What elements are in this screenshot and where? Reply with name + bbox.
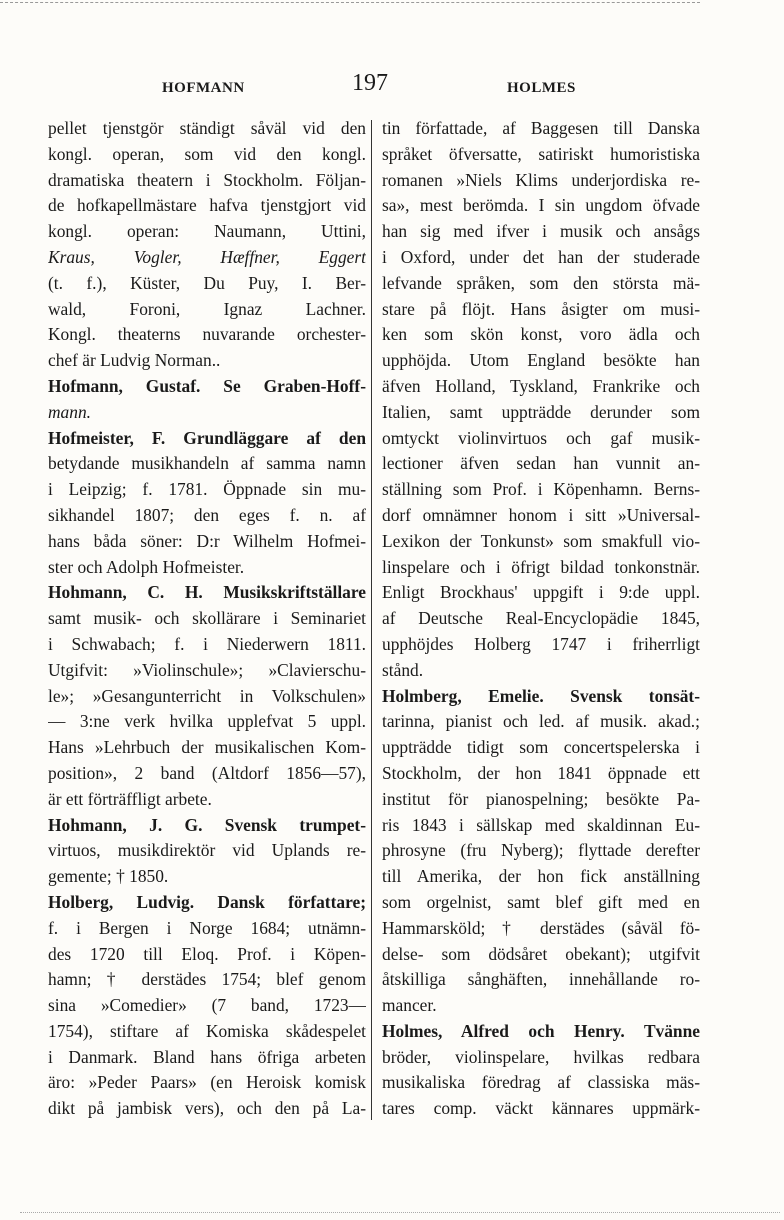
text-line: som orgelnist, samt blef gift med en xyxy=(382,891,700,912)
text-line: ster och Adolph Hofmeister. xyxy=(48,556,245,577)
text-line: upphöjda. Utom England besökte han xyxy=(382,350,700,371)
left-column xyxy=(48,116,366,1122)
text-line: i Danmark. Bland hans öfriga arbeten xyxy=(48,1046,366,1067)
text-line: Stockholm, der hon 1841 öppnade ett xyxy=(382,762,700,783)
text-line: är ett förträffligt arbete. xyxy=(48,788,212,809)
text-line: åtskilliga sånghäften, innehållande ro- xyxy=(382,969,700,990)
text-line: romanen »Niels Klims underjordiska re- xyxy=(382,169,700,190)
text-line: ris 1843 i sällskap med skaldinnan Eu- xyxy=(382,814,700,835)
text-line: stånd. xyxy=(382,659,424,680)
text-line: phrosyne (fru Nyberg); flyttade derefter xyxy=(382,840,700,861)
text-line: ställning som Prof. i Köpenhamn. Berns- xyxy=(382,479,700,500)
text-line: lefvande språken, som den största mä- xyxy=(382,272,700,293)
text-line: samt musik- och skollärare i Seminariet xyxy=(48,608,366,629)
text-line: af Deutsche Real-Encyclopädie 1845, xyxy=(382,608,700,629)
text-line: han sig med ifver i musik och ansågs xyxy=(382,221,700,242)
text-line: gemente; † 1850. xyxy=(48,866,169,887)
text-line: virtuos, musikdirektör vid Uplands re- xyxy=(48,840,366,861)
text-line: ken som skön konst, voro ädla och xyxy=(382,324,700,345)
text-line: äfven Holland, Tyskland, Frankrike och xyxy=(382,375,700,396)
text-line: lectioner äfven sedan han vunnit an- xyxy=(382,453,700,474)
text-line: till Amerika, der hon fick anställning xyxy=(382,866,700,887)
text-line: omtyckt violinvirtuos och gaf musik- xyxy=(382,427,700,448)
text-line: musikaliska föredrag af classiska mäs- xyxy=(382,1072,700,1093)
text-line: tin författade, af Baggesen till Danska xyxy=(382,118,700,138)
text-line: Kongl. theaterns nuvarande orchester- xyxy=(48,324,366,345)
text-line: i Oxford, under det han der studerade xyxy=(382,246,700,267)
text-line: hans båda söner: D:r Wilhelm Hofmei- xyxy=(48,530,366,551)
text-line: 1754), stiftare af Komiska skådespelet xyxy=(48,1020,366,1041)
top-rule xyxy=(0,2,700,4)
text-line: mann. xyxy=(48,401,91,422)
entry-line: Holmes, Alfred och Henry. Tvänne xyxy=(382,1020,700,1041)
text-line: stare på flöjt. Hans åsigter om musi- xyxy=(382,298,700,319)
text-line: språket öfversatte, satiriskt humoristiska xyxy=(382,143,700,164)
text-line: Hammarsköld; † derstädes (såväl fö- xyxy=(382,917,700,938)
text-line: upphöjdes Holberg 1747 i friherrligt xyxy=(382,633,700,654)
text-line: i Schwabach; f. i Niederwern 1811. xyxy=(48,633,366,654)
text-line: Hans »Lehrbuch der musikalischen Kom- xyxy=(48,737,366,758)
text-line: äro: »Peder Paars» (en Heroisk komisk xyxy=(48,1072,366,1093)
text-line: le»; »Gesangunterricht in Volkschulen» xyxy=(48,685,366,706)
text-line: kongl. operan, som vid den kongl. xyxy=(48,143,366,164)
right-column xyxy=(382,116,700,1122)
text-line: de hofkapellmästare hafva tjenstgjort vid xyxy=(48,195,366,216)
text-line: tarinna, pianist och led. af musik. akad.; xyxy=(382,711,700,732)
text-line: hamn; † derstädes 1754; blef genom xyxy=(48,969,366,990)
text-line: institut för pianospelning; besökte Pa- xyxy=(382,788,700,809)
text-line: delse- som dödsåret obekant); utgifvit xyxy=(382,943,700,964)
text-line: kongl. operan: Naumann, Uttini, xyxy=(48,221,366,242)
running-head-right: HOLMES xyxy=(507,80,576,96)
running-head-left: HOFMANN xyxy=(162,80,245,96)
text-line: — 3:ne verk hvilka upplefvat 5 uppl. xyxy=(48,711,366,732)
page-number: 197 xyxy=(352,70,388,96)
bottom-rule xyxy=(20,1212,780,1214)
text-line: Enligt Brockhaus' uppgift i 9:de uppl. xyxy=(382,582,700,603)
text-line: Italien, samt uppträdde derunder som xyxy=(382,401,700,422)
text-line: Lexikon der Tonkunst» som smakfull vio- xyxy=(382,530,700,551)
text-line: mancer. xyxy=(382,995,437,1016)
entry-line: Holmberg, Emelie. Svensk tonsät- xyxy=(382,685,700,706)
text-line: (t. f.), Küster, Du Puy, I. Ber- xyxy=(48,272,366,293)
text-line: des 1720 till Eloq. Prof. i Köpen- xyxy=(48,943,366,964)
text-line: bröder, violinspelare, hvilkas redbara xyxy=(382,1046,700,1067)
text-line: wald, Foroni, Ignaz Lachner. xyxy=(48,298,366,319)
text-line: Kraus, Vogler, Hæffner, Eggert xyxy=(48,246,366,267)
text-line: chef är Ludvig Norman.. xyxy=(48,350,221,371)
text-line: sa», mest berömda. I sin ungdom öfvade xyxy=(382,195,700,216)
entry-line: Hohmann, J. G. Svensk trumpet- xyxy=(48,814,366,835)
entry-line: Hofmeister, F. Grundläggare af den xyxy=(48,427,366,448)
column-divider xyxy=(371,120,372,1120)
text-line: position», 2 band (Altdorf 1856—57), xyxy=(48,762,366,783)
text-line: dikt på jambisk vers), och den på La- xyxy=(48,1098,366,1119)
text-line: betydande musikhandeln af samma namn xyxy=(48,453,366,474)
entry-line: Holberg, Ludvig. Dansk författare; xyxy=(48,891,366,912)
entry-line: Hofmann, Gustaf. Se Graben-Hoff- xyxy=(48,375,366,396)
text-line: dramatiska theatern i Stockholm. Följan- xyxy=(48,169,366,190)
text-line: i Leipzig; f. 1781. Öppnade sin mu- xyxy=(48,479,366,500)
text-line: Utgifvit: »Violinschule»; »Clavierschu- xyxy=(48,659,366,680)
text-line: linspelare och i öfrigt bildad tonkonstnär. xyxy=(382,556,700,577)
text-line: pellet tjenstgör ständigt såväl vid den xyxy=(48,118,366,138)
text-line: dorf omnämner honom i sitt »Universal- xyxy=(382,504,700,525)
text-line: tares comp. väckt kännares uppmärk- xyxy=(382,1098,700,1119)
text-line: sikhandel 1807; den eges f. n. af xyxy=(48,504,366,525)
text-line: uppträdde tidigt som concertspelerska i xyxy=(382,737,700,758)
text-line: f. i Bergen i Norge 1684; utnämn- xyxy=(48,917,366,938)
text-line: sina »Comedier» (7 band, 1723— xyxy=(48,995,366,1016)
entry-line: Hohmann, C. H. Musikskriftställare xyxy=(48,582,366,603)
